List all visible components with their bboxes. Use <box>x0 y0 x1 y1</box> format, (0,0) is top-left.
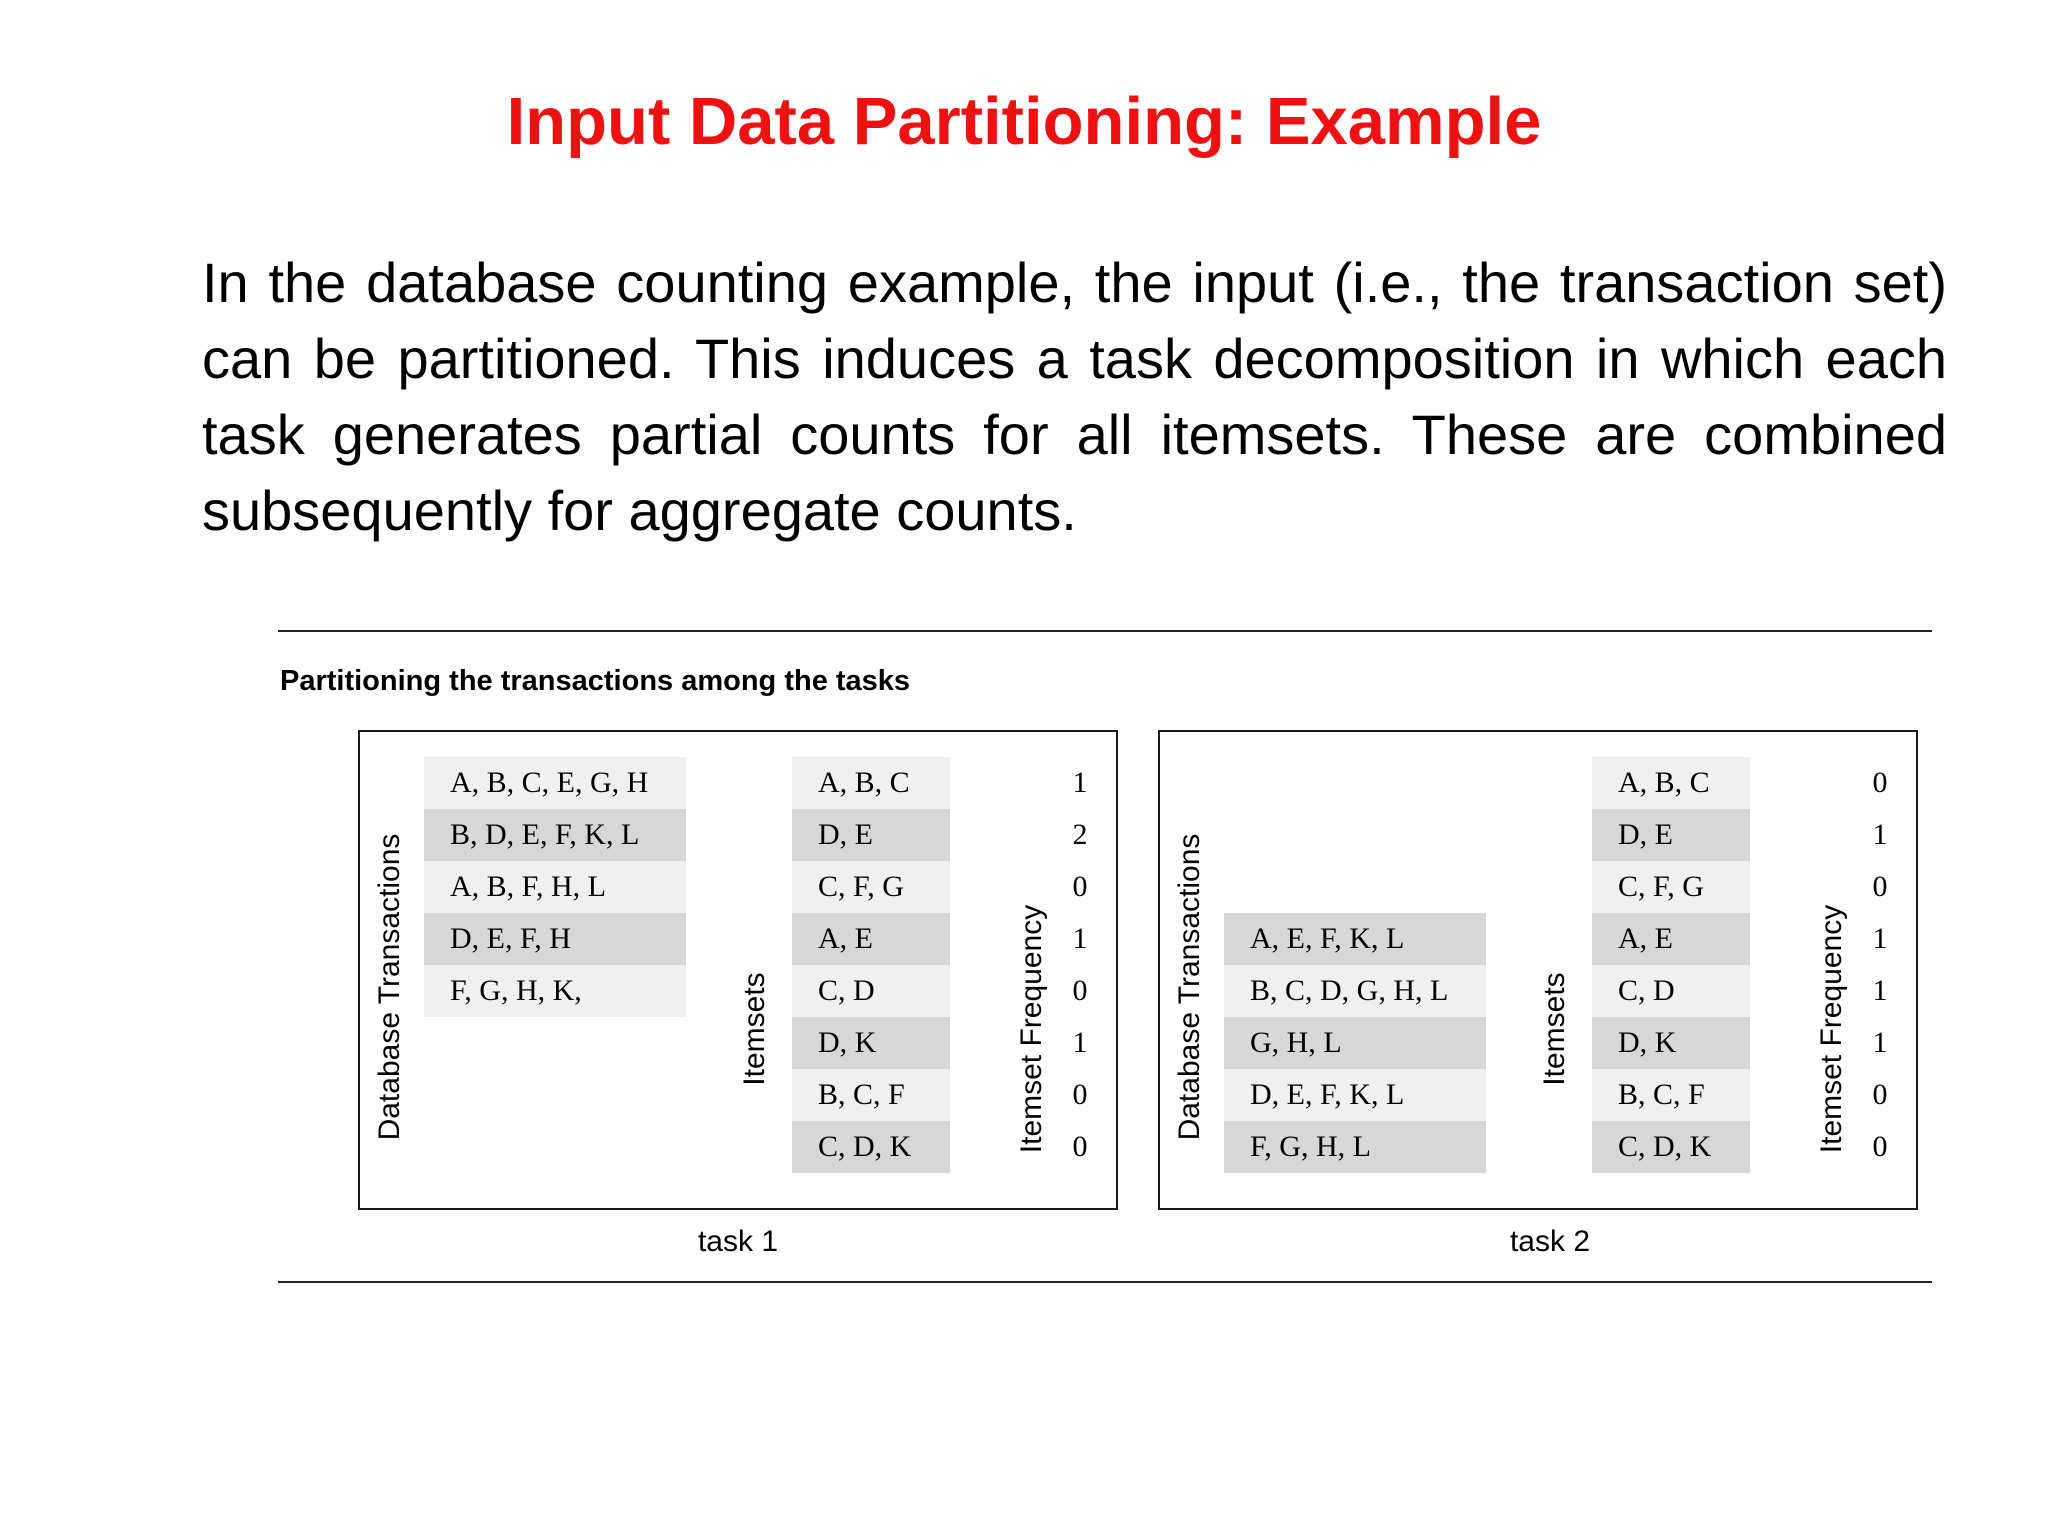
frequency-value: 1 <box>1072 922 1088 955</box>
itemset-row: C, D <box>1592 965 1750 1017</box>
frequency-value: 0 <box>1072 1130 1088 1163</box>
task2-transactions-column <box>1224 913 1486 1173</box>
itemset-row: D, E <box>1592 809 1750 861</box>
itemset-row: A, B, C <box>1592 757 1750 809</box>
frequency-value: 0 <box>1872 1130 1888 1163</box>
task2-itemsets-axis-label: Itemsets <box>1538 972 1571 1086</box>
task1-label: task 1 <box>697 1225 779 1258</box>
itemset-row: A, E <box>792 913 950 965</box>
task1-transactions-axis-label: Database Transactions <box>373 833 406 1141</box>
itemset-row: B, C, F <box>792 1069 950 1121</box>
frequency-value: 0 <box>1072 974 1088 1007</box>
itemset-row: C, D, K <box>792 1121 950 1173</box>
slide-title: Input Data Partitioning: Example <box>506 84 1542 159</box>
transaction-row: D, E, F, H <box>424 913 686 965</box>
figure-heading: Partitioning the transactions among the tasks <box>280 665 911 697</box>
frequency-value: 0 <box>1872 766 1888 799</box>
frequency-value: 0 <box>1872 870 1888 903</box>
task2-frequency-axis-label: Itemset Frequency <box>1815 904 1848 1154</box>
frequency-value: 1 <box>1072 1026 1088 1059</box>
itemset-row: A, E <box>1592 913 1750 965</box>
frequency-value: 2 <box>1072 818 1088 851</box>
frequency-value: 1 <box>1872 974 1888 1007</box>
transaction-row: A, B, C, E, G, H <box>424 757 686 809</box>
task2-itemsets-column <box>1592 757 1750 1173</box>
task2-label: task 2 <box>1509 1225 1591 1258</box>
transaction-row: F, G, H, K, <box>424 965 686 1017</box>
itemset-row: C, F, G <box>792 861 950 913</box>
task1-itemsets-axis-label: Itemsets <box>738 972 771 1086</box>
task1-panel <box>358 730 1118 1210</box>
figure-bottom-rule <box>278 1281 1932 1283</box>
itemset-row: B, C, F <box>1592 1069 1750 1121</box>
frequency-value: 1 <box>1872 1026 1888 1059</box>
frequency-value: 1 <box>1872 922 1888 955</box>
frequency-value: 0 <box>1072 870 1088 903</box>
task1-transactions-column <box>424 757 686 1017</box>
task2-panel <box>1158 730 1918 1210</box>
task1-frequency-axis-label: Itemset Frequency <box>1015 904 1048 1154</box>
task2-transactions-axis-label: Database Transactions <box>1173 833 1206 1141</box>
itemset-row: A, B, C <box>792 757 950 809</box>
transaction-row: B, D, E, F, K, L <box>424 809 686 861</box>
frequency-value: 1 <box>1072 766 1088 799</box>
transaction-row: A, B, F, H, L <box>424 861 686 913</box>
task1-itemsets-column <box>792 757 950 1173</box>
transaction-row: B, C, D, G, H, L <box>1224 965 1486 1017</box>
transaction-row: A, E, F, K, L <box>1224 913 1486 965</box>
itemset-row: D, K <box>792 1017 950 1069</box>
transaction-row: G, H, L <box>1224 1017 1486 1069</box>
frequency-value: 0 <box>1072 1078 1088 1111</box>
frequency-value: 1 <box>1872 818 1888 851</box>
itemset-row: C, D <box>792 965 950 1017</box>
figure-top-rule <box>278 630 1932 632</box>
itemset-row: C, F, G <box>1592 861 1750 913</box>
slide-body-text: In the database counting example, the input (i.e., the transaction set) can be partitioned. This induces a task decomposition in which each task generates partial counts for all itemsets. These are combined subsequently for aggregate counts. <box>202 251 1947 542</box>
frequency-value: 0 <box>1872 1078 1888 1111</box>
itemset-row: D, E <box>792 809 950 861</box>
itemset-row: D, K <box>1592 1017 1750 1069</box>
transaction-row: D, E, F, K, L <box>1224 1069 1486 1121</box>
transaction-row: F, G, H, L <box>1224 1121 1486 1173</box>
itemset-row: C, D, K <box>1592 1121 1750 1173</box>
